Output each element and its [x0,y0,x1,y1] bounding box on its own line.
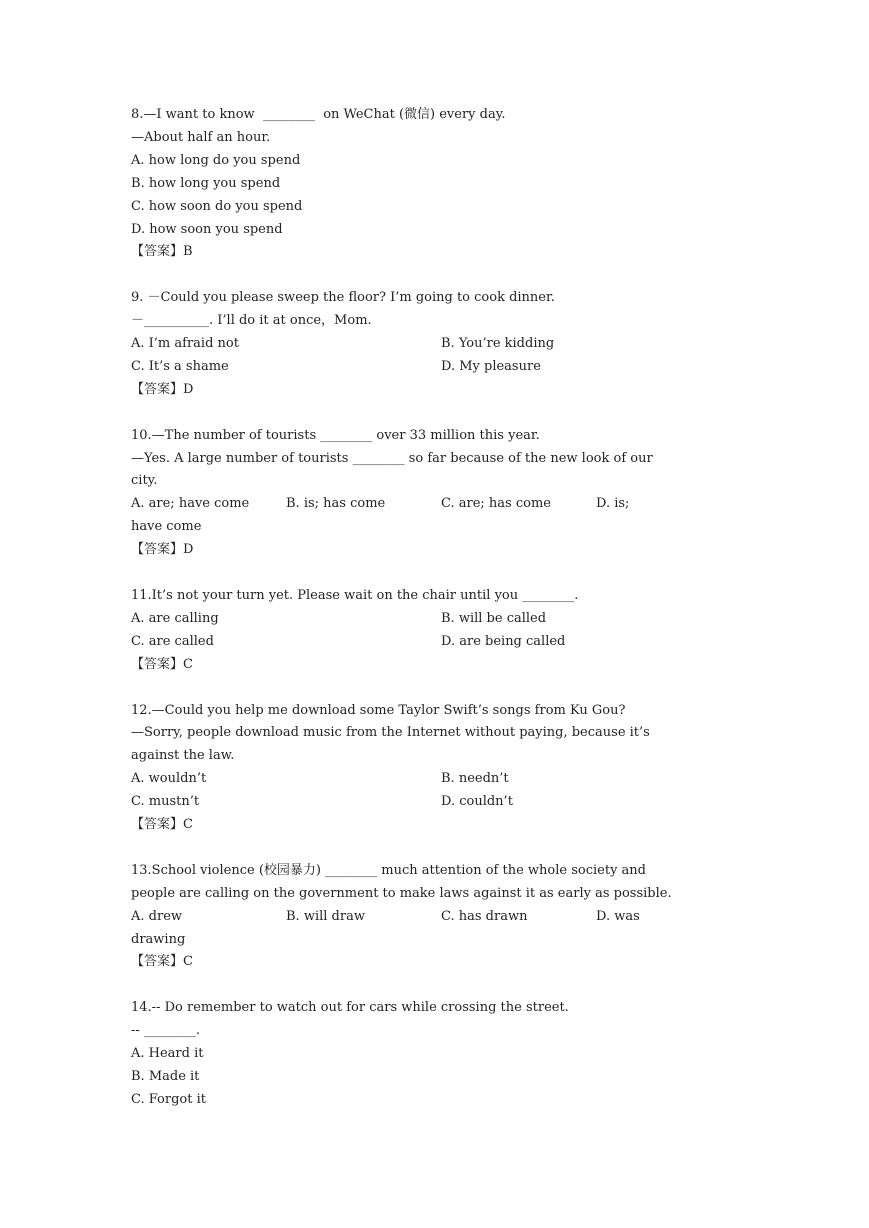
worksheet-page [131,104,751,1135]
question-stem-line: people are calling on the government to make laws against it as early as possible. [131,885,672,901]
option-row [131,791,751,814]
option: C. has drawn [441,908,528,924]
question-stem-line: 13.School violence (校园暴力) ________ much attention of the whole society and [131,862,646,878]
answer-key: 【答案】C [131,656,193,672]
option: B. how long you spend [131,175,281,191]
question-12 [131,700,751,837]
option: B. You’re kidding [441,336,555,352]
question-8 [131,104,751,264]
option: B. will be called [441,610,547,626]
option: B. Made it [131,1068,200,1084]
question-stem-line: —Yes. A large number of tourists ________ so far because of the new look of our [131,450,653,466]
option-row [131,1043,751,1066]
option-row [131,516,751,539]
option-row [131,906,751,929]
question-stem-line: 12.—Could you help me download some Taylor Swift’s songs from Ku Gou? [131,702,626,718]
option-row [131,1066,751,1089]
option: B. needn’t [441,771,509,787]
option-continuation: drawing [131,931,186,947]
option-row [131,768,751,791]
option: C. are called [131,633,214,649]
option-row [131,356,751,379]
question-9 [131,287,751,402]
option: C. mustn’t [131,794,200,810]
option: A. drew [131,908,183,924]
option-row [131,150,751,173]
question-stem-line: -- ________. [131,1023,201,1039]
option-row [131,929,751,952]
answer-key: 【答案】C [131,817,193,833]
option: D. My pleasure [441,358,541,374]
option: A. are; have come [131,496,250,512]
option-row [131,333,751,356]
option: D. was [596,908,640,924]
question-stem-line: —About half an hour. [131,129,271,145]
option: D. are being called [441,633,566,649]
option: B. is; has come [286,496,386,512]
question-stem-line: 14.-- Do remember to watch out for cars while crossing the street. [131,1000,569,1016]
option: C. Forgot it [131,1091,206,1107]
question-stem-line: 10.—The number of tourists ________ over 33 million this year. [131,427,540,443]
option-continuation: have come [131,519,202,535]
option: A. are calling [131,610,219,626]
question-stem-line: －__________. I’ll do it at once，Mom. [131,313,372,329]
question-stem-line: city. [131,473,158,489]
question-stem-line: against the law. [131,748,235,764]
option: A. how long do you spend [131,152,301,168]
question-stem-line: 9. －Could you please sweep the floor? I’m going to cook dinner. [131,290,555,306]
question-stem-line: —Sorry, people download music from the Internet without paying, because it’s [131,725,650,741]
answer-key: 【答案】B [131,244,193,260]
option: B. will draw [286,908,365,924]
question-13 [131,860,751,975]
answer-key: 【答案】D [131,542,194,558]
option-row [131,219,751,242]
option: C. It’s a shame [131,358,229,374]
option-row [131,493,751,516]
question-stem-line: 11.It’s not your turn yet. Please wait on the chair until you ________. [131,587,579,603]
question-11 [131,585,751,677]
option: D. is; [596,496,630,512]
option-row [131,196,751,219]
option-row [131,608,751,631]
option-row [131,1089,751,1112]
option: C. are; has come [441,496,551,512]
option: A. Heard it [131,1046,204,1062]
answer-key: 【答案】D [131,381,194,397]
option: A. wouldn’t [131,771,207,787]
question-14 [131,997,751,1112]
option: D. how soon you spend [131,221,283,237]
option: D. couldn’t [441,794,513,810]
answer-key: 【答案】C [131,954,193,970]
option-row [131,173,751,196]
option: A. I’m afraid not [131,336,239,352]
question-10 [131,425,751,562]
option: C. how soon do you spend [131,198,303,214]
option-row [131,631,751,654]
question-stem-line: 8.—I want to know ________ on WeChat (微信) every day. [131,107,506,122]
